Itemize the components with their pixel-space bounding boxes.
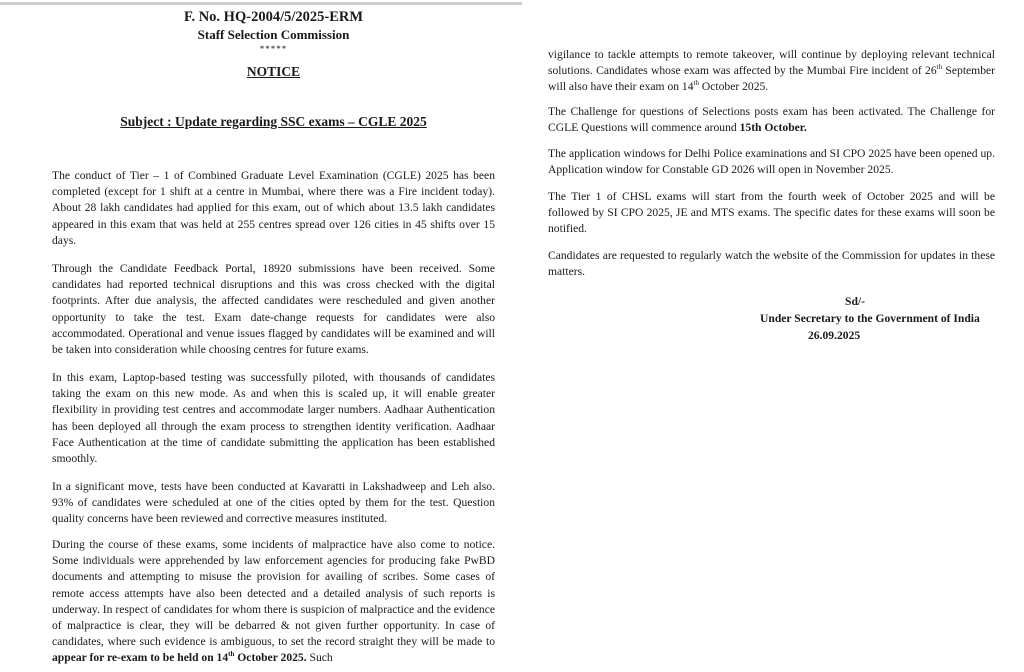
signature-date: 26.09.2025	[808, 329, 861, 342]
ordinal-suffix: th	[936, 63, 943, 72]
paragraph-laptop-testing: In this exam, Laptop-based testing was successfully piloted, with thousands of candidates taking the exam on this new mode. As and when this is scaled up, it will enable greater flexibility in providing test centres and accommodate larger numbers. Aadhaar Authentication has been deployed all through the exam process to strengthen identity verification. Aadhaar Face Authentication at the time of candidate submitting the application has been established smoothly.	[52, 371, 495, 466]
ordinal-suffix: th	[693, 79, 699, 88]
notice-title: NOTICE	[246, 64, 301, 79]
continuation-text: Such	[306, 651, 333, 665]
paragraph-watch-website: Candidates are requested to regularly watch the website of the Commission for updates in these matters.	[548, 249, 995, 279]
organization-name: Staff Selection Commission	[197, 27, 350, 42]
paragraph-feedback-portal: Through the Candidate Feedback Portal, 18920 submissions have been received. Some candidates had reported technical disruptions and this was cross checked with the digital footprints. After due analysis, the affected candidates were rescheduled and given another opportunity to take the test. Exam date-change requests for candidates were also accommodated. Operational and venue issues flagged by candidates will be examined and will be taken into consideration while choosing centres for future exams.	[52, 262, 495, 357]
signatory-designation: Under Secretary to the Government of India	[760, 312, 980, 325]
ordinal-suffix: th	[228, 650, 235, 659]
paragraph-cgle-conduct: The conduct of Tier – 1 of Combined Graduate Level Examination (CGLE) 2025 has been completed (except for 1 shift at a centre in Mumbai, where there was a Fire incident today). About 28 lakh candidates had applied for this exam, out of which about 13.5 lakh candidates appeared in this exam that was held at 255 centres spread over 126 cities in 45 shifts over 15 days.	[52, 169, 495, 247]
paragraph-challenge	[548, 104, 995, 136]
paragraph-malpractice	[52, 537, 495, 667]
vigilance-text: vigilance to tackle attempts to remote takeover, will continue by deploying relevant technical solutions. Candidates whose exam was affected by the Mumbai Fire incident of 26	[548, 48, 995, 78]
paragraph-significant-move: In a significant move, tests have been conducted at Kavaratti in Lakshadweep and Leh also. 93% of candidates were scheduled at one of the cities opted by them for the test. Question quality concerns have been reviewed and corrective measures instituted.	[52, 480, 495, 526]
signature-sd: Sd/-	[845, 295, 865, 308]
challenge-date-highlight: 15th October.	[739, 121, 807, 135]
notice-subject: Subject : Update regarding SSC exams – CGLE 2025	[120, 114, 427, 129]
top-border-rule	[0, 2, 522, 5]
re-exam-month: October 2025.	[234, 651, 307, 665]
vigilance-text-2: September will also have their exam on 14	[548, 64, 996, 94]
re-exam-text: appear for re-exam to be held on 14	[52, 651, 229, 665]
paragraph-application-windows: The application windows for Delhi Police examinations and SI CPO 2025 have been opened up. Application window for Constable GD 2026 will open in November 2025.	[548, 147, 995, 177]
paragraph-vigilance	[548, 47, 995, 96]
malpractice-text: During the course of these exams, some incidents of malpractice have also come to notice. Some individuals were apprehended by law enforcement agencies for producing fake PwBD documents and attempting to misuse the provision for availing of scribes. Some cases of remote access attempts have also been detected and a detailed analysis of such reports is underway. In respect of candidates for whom there is suspicion of malpractice and the evidence of malpractice is clear, they will be debarred & not given further opportunity. In case of candidates, where such evidence is ambiguous, to set the record straight they will be made to	[52, 538, 495, 649]
re-exam-date-highlight	[52, 651, 307, 664]
paragraph-chsl-schedule: The Tier 1 of CHSL exams will start from the fourth week of October 2025 and will be followed by SI CPO 2025, JE and MTS exams. The specific dates for these exams will soon be notified.	[548, 190, 995, 236]
separator-stars: *****	[259, 44, 288, 54]
challenge-text: The Challenge for questions of Selections posts exam has been activated. The Challenge for CGLE Questions will commence around	[548, 105, 995, 135]
vigilance-text-3: October 2025.	[698, 80, 769, 94]
file-number: F. No. HQ-2004/5/2025-ERM	[183, 9, 364, 25]
